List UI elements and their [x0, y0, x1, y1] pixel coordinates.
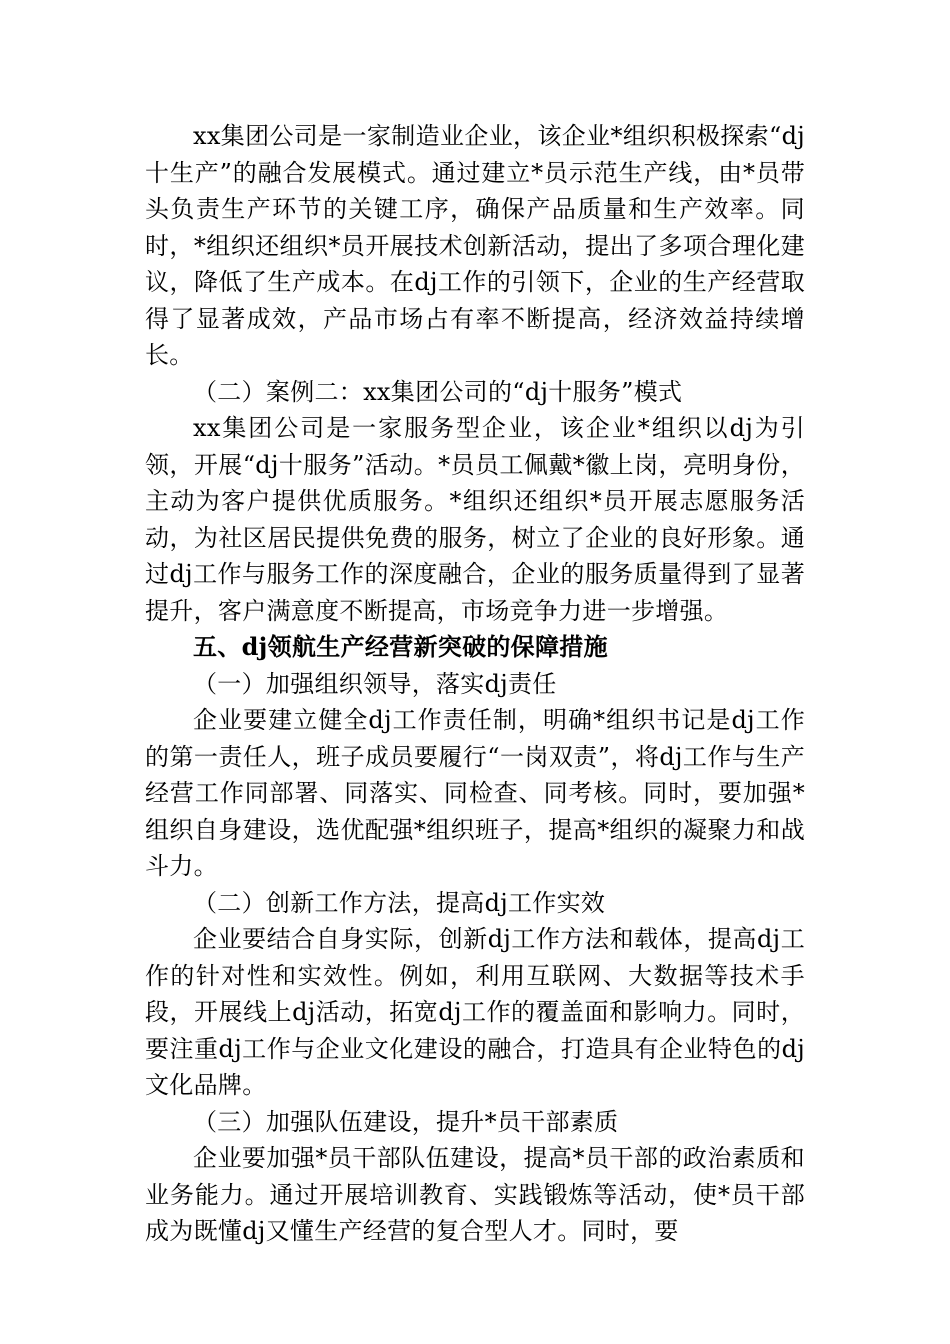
paragraph-team: 企业要加强*员干部队伍建设，提高*员干部的政治素质和业务能力。通过开展培训教育、实践锻炼等活动，使*员干部成为既懂dj又懂生产经营的复合型人才。同时，要	[145, 1144, 805, 1245]
paragraph-methods: 企业要结合自身实际，创新dj工作方法和载体，提高dj工作的针对性和实效性。例如，利用互联网、大数据等技术手段，开展线上dj活动，拓宽dj工作的覆盖面和影响力。同时，要注重dj工作与企业文化建设的融合，打造具有企业特色的dj文化品牌。	[145, 925, 805, 1099]
subheading-organization: （一）加强组织领导，落实dj责任	[193, 669, 557, 698]
document-page	[145, 118, 805, 1250]
paragraph-case-two: xx集团公司是一家服务型企业，该企业*组织以dj为引领，开展“dj十服务”活动。*员员工佩戴*徽上岗，亮明身份，主动为客户提供优质服务。*组织还组织*员开展志愿服务活动，为社区居民提供免费的服务，树立了企业的良好形象。通过dj工作与服务工作的深度融合，企业的服务质量得到了显著提升，客户满意度不断提高，市场竞争力进一步增强。	[145, 414, 805, 625]
subheading-team: （三）加强队伍建设，提升*员干部素质	[193, 1107, 619, 1136]
subheading-methods: （二）创新工作方法，提高dj工作实效	[193, 888, 606, 917]
subheading-case-two: （二）案例二：xx集团公司的“dj十服务”模式	[193, 377, 683, 406]
section-heading-five: 五、dj领航生产经营新突破的保障措施	[193, 632, 608, 661]
paragraph-organization: 企业要建立健全dj工作责任制，明确*组织书记是dj工作的第一责任人，班子成员要履行“一岗双责”，将dj工作与生产经营工作同部署、同落实、同检查、同考核。同时，要加强*组织自身建设，选优配强*组织班子，提高*组织的凝聚力和战斗力。	[145, 706, 805, 880]
paragraph-case-one: xx集团公司是一家制造业企业，该企业*组织积极探索“dj十生产”的融合发展模式。通过建立*员示范生产线，由*员带头负责生产环节的关键工序，确保产品质量和生产效率。同时，*组织还组织*员开展技术创新活动，提出了多项合理化建议，降低了生产成本。在dj工作的引领下，企业的生产经营取得了显著成效，产品市场占有率不断提高，经济效益持续增长。	[145, 122, 805, 369]
